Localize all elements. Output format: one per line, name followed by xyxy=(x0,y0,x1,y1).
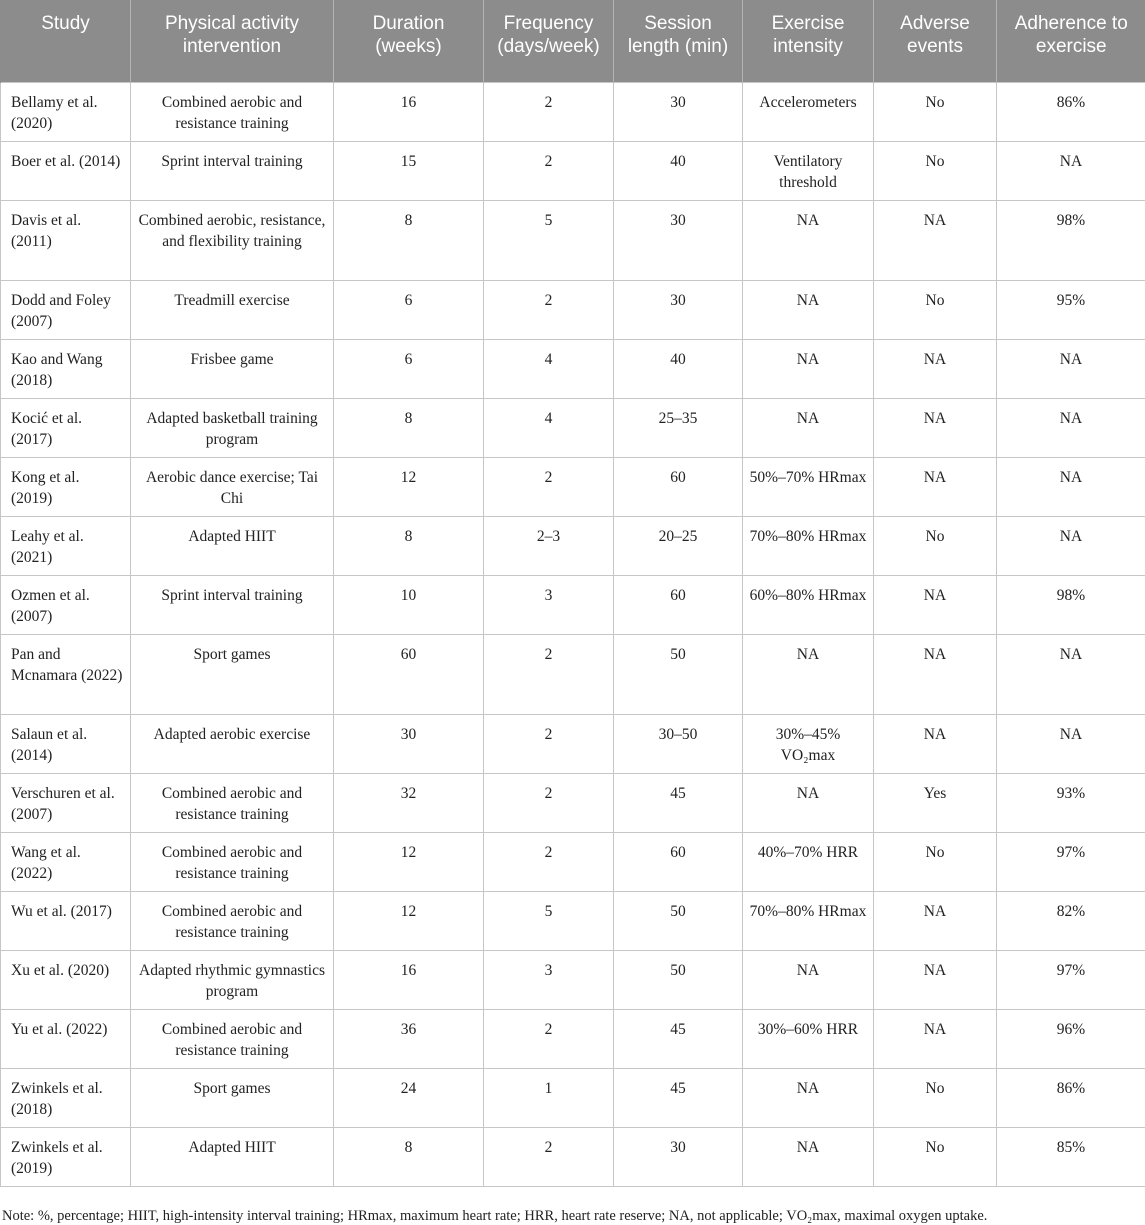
frequency-cell: 2 xyxy=(484,1127,614,1186)
table-row xyxy=(1,773,1145,832)
session-length-cell: 50 xyxy=(614,950,743,1009)
intervention-cell: Treadmill exercise xyxy=(131,280,334,339)
session-length-cell: 40 xyxy=(614,141,743,200)
intervention-cell: Combined aerobic and resistance training xyxy=(131,832,334,891)
table-row xyxy=(1,575,1145,634)
table-row xyxy=(1,950,1145,1009)
adherence-cell: 97% xyxy=(997,832,1145,891)
session-length-cell: 60 xyxy=(614,832,743,891)
intensity-cell: 30%–45% VO₂max xyxy=(743,714,874,773)
session-length-cell: 50 xyxy=(614,891,743,950)
table-row xyxy=(1,634,1145,714)
adherence-cell: 85% xyxy=(997,1127,1145,1186)
intervention-cell: Adapted rhythmic gymnastics program xyxy=(131,950,334,1009)
header-intensity: Exercise intensity xyxy=(743,0,874,82)
duration-cell: 32 xyxy=(334,773,484,832)
table-row xyxy=(1,280,1145,339)
adherence-cell: 98% xyxy=(997,200,1145,280)
frequency-cell: 2 xyxy=(484,773,614,832)
frequency-cell: 2 xyxy=(484,832,614,891)
study-cell: Bellamy et al. (2020) xyxy=(1,82,131,141)
duration-cell: 15 xyxy=(334,141,484,200)
intensity-cell: 50%–70% HRmax xyxy=(743,457,874,516)
study-cell: Ozmen et al. (2007) xyxy=(1,575,131,634)
intensity-cell: NA xyxy=(743,773,874,832)
adverse-events-cell: NA xyxy=(874,339,997,398)
intensity-cell: 70%–80% HRmax xyxy=(743,516,874,575)
frequency-cell: 3 xyxy=(484,575,614,634)
table-row xyxy=(1,832,1145,891)
adherence-cell: NA xyxy=(997,398,1145,457)
adverse-events-cell: No xyxy=(874,1068,997,1127)
intervention-cell: Combined aerobic and resistance training xyxy=(131,82,334,141)
header-intervention: Physical activity intervention xyxy=(131,0,334,82)
header-duration: Duration (weeks) xyxy=(334,0,484,82)
adherence-cell: 95% xyxy=(997,280,1145,339)
duration-cell: 24 xyxy=(334,1068,484,1127)
adherence-cell: 97% xyxy=(997,950,1145,1009)
frequency-cell: 2 xyxy=(484,457,614,516)
adverse-events-cell: No xyxy=(874,82,997,141)
session-length-cell: 30 xyxy=(614,200,743,280)
study-cell: Yu et al. (2022) xyxy=(1,1009,131,1068)
table-row xyxy=(1,516,1145,575)
table-row xyxy=(1,339,1145,398)
frequency-cell: 2 xyxy=(484,1009,614,1068)
intervention-cell: Combined aerobic, resistance, and flexibility training xyxy=(131,200,334,280)
session-length-cell: 45 xyxy=(614,1009,743,1068)
session-length-cell: 20–25 xyxy=(614,516,743,575)
session-length-cell: 30 xyxy=(614,1127,743,1186)
table-row xyxy=(1,891,1145,950)
session-length-cell: 40 xyxy=(614,339,743,398)
header-adverse-events: Adverse events xyxy=(874,0,997,82)
frequency-cell: 4 xyxy=(484,339,614,398)
intervention-cell: Frisbee game xyxy=(131,339,334,398)
intensity-cell: NA xyxy=(743,339,874,398)
table-row xyxy=(1,398,1145,457)
adherence-cell: NA xyxy=(997,339,1145,398)
duration-cell: 16 xyxy=(334,82,484,141)
intensity-cell: NA xyxy=(743,200,874,280)
session-length-cell: 50 xyxy=(614,634,743,714)
intervention-cell: Adapted HIIT xyxy=(131,516,334,575)
intervention-cell: Sprint interval training xyxy=(131,575,334,634)
adverse-events-cell: NA xyxy=(874,398,997,457)
adverse-events-cell: NA xyxy=(874,575,997,634)
header-adherence: Adherence to exercise xyxy=(997,0,1145,82)
table-row xyxy=(1,1068,1145,1127)
study-cell: Dodd and Foley (2007) xyxy=(1,280,131,339)
frequency-cell: 2 xyxy=(484,82,614,141)
intervention-cell: Combined aerobic and resistance training xyxy=(131,1009,334,1068)
table-row xyxy=(1,1009,1145,1068)
adverse-events-cell: Yes xyxy=(874,773,997,832)
intervention-cell: Sport games xyxy=(131,1068,334,1127)
duration-cell: 30 xyxy=(334,714,484,773)
intervention-cell: Combined aerobic and resistance training xyxy=(131,891,334,950)
table-row xyxy=(1,1127,1145,1186)
frequency-cell: 2 xyxy=(484,714,614,773)
study-cell: Kong et al. (2019) xyxy=(1,457,131,516)
study-cell: Verschuren et al. (2007) xyxy=(1,773,131,832)
study-cell: Davis et al. (2011) xyxy=(1,200,131,280)
session-length-cell: 45 xyxy=(614,773,743,832)
adherence-cell: 82% xyxy=(997,891,1145,950)
adherence-cell: NA xyxy=(997,634,1145,714)
adverse-events-cell: No xyxy=(874,1127,997,1186)
duration-cell: 6 xyxy=(334,339,484,398)
frequency-cell: 5 xyxy=(484,200,614,280)
study-cell: Salaun et al. (2014) xyxy=(1,714,131,773)
adverse-events-cell: NA xyxy=(874,634,997,714)
adverse-events-cell: NA xyxy=(874,950,997,1009)
study-cell: Kao and Wang (2018) xyxy=(1,339,131,398)
duration-cell: 6 xyxy=(334,280,484,339)
duration-cell: 10 xyxy=(334,575,484,634)
adherence-cell: 86% xyxy=(997,82,1145,141)
intervention-cell: Adapted HIIT xyxy=(131,1127,334,1186)
frequency-cell: 2 xyxy=(484,280,614,339)
table-row xyxy=(1,457,1145,516)
duration-cell: 8 xyxy=(334,398,484,457)
intensity-cell: NA xyxy=(743,398,874,457)
intensity-cell: NA xyxy=(743,1127,874,1186)
intensity-cell: 60%–80% HRmax xyxy=(743,575,874,634)
intensity-cell: 40%–70% HRR xyxy=(743,832,874,891)
adherence-cell: 93% xyxy=(997,773,1145,832)
intensity-cell: NA xyxy=(743,1068,874,1127)
adverse-events-cell: NA xyxy=(874,200,997,280)
duration-cell: 12 xyxy=(334,832,484,891)
study-cell: Wang et al. (2022) xyxy=(1,832,131,891)
adverse-events-cell: No xyxy=(874,141,997,200)
session-length-cell: 45 xyxy=(614,1068,743,1127)
study-cell: Zwinkels et al. (2018) xyxy=(1,1068,131,1127)
intensity-cell: NA xyxy=(743,280,874,339)
adverse-events-cell: No xyxy=(874,832,997,891)
intensity-cell: NA xyxy=(743,950,874,1009)
header-frequency: Frequency (days/week) xyxy=(484,0,614,82)
adherence-cell: NA xyxy=(997,457,1145,516)
study-cell: Zwinkels et al. (2019) xyxy=(1,1127,131,1186)
duration-cell: 8 xyxy=(334,200,484,280)
adherence-cell: 96% xyxy=(997,1009,1145,1068)
study-cell: Xu et al. (2020) xyxy=(1,950,131,1009)
intervention-cell: Sport games xyxy=(131,634,334,714)
intensity-cell: Ventilatory threshold xyxy=(743,141,874,200)
adherence-cell: NA xyxy=(997,141,1145,200)
duration-cell: 36 xyxy=(334,1009,484,1068)
duration-cell: 8 xyxy=(334,516,484,575)
frequency-cell: 5 xyxy=(484,891,614,950)
duration-cell: 12 xyxy=(334,457,484,516)
intervention-cell: Adapted aerobic exercise xyxy=(131,714,334,773)
intensity-cell: Accelerometers xyxy=(743,82,874,141)
header-session-length: Session length (min) xyxy=(614,0,743,82)
header-study: Study xyxy=(1,0,131,82)
session-length-cell: 60 xyxy=(614,457,743,516)
table-note: Note: %, percentage; HIIT, high-intensity interval training; HRmax, maximum heart rate; HRR, heart rate reserve; NA, not applicable; VO₂max, maximal oxygen uptake. xyxy=(2,1208,988,1224)
session-length-cell: 30–50 xyxy=(614,714,743,773)
table-row xyxy=(1,200,1145,280)
adverse-events-cell: NA xyxy=(874,457,997,516)
intensity-cell: 70%–80% HRmax xyxy=(743,891,874,950)
adherence-cell: 98% xyxy=(997,575,1145,634)
adverse-events-cell: NA xyxy=(874,1009,997,1068)
table-row xyxy=(1,714,1145,773)
session-length-cell: 30 xyxy=(614,280,743,339)
intervention-cell: Aerobic dance exercise; Tai Chi xyxy=(131,457,334,516)
adverse-events-cell: NA xyxy=(874,891,997,950)
intensity-cell: NA xyxy=(743,634,874,714)
header-row xyxy=(1,0,1145,82)
session-length-cell: 30 xyxy=(614,82,743,141)
adherence-cell: NA xyxy=(997,714,1145,773)
adverse-events-cell: No xyxy=(874,516,997,575)
adherence-cell: 86% xyxy=(997,1068,1145,1127)
intervention-cell: Combined aerobic and resistance training xyxy=(131,773,334,832)
study-cell: Kocić et al. (2017) xyxy=(1,398,131,457)
frequency-cell: 4 xyxy=(484,398,614,457)
frequency-cell: 3 xyxy=(484,950,614,1009)
duration-cell: 16 xyxy=(334,950,484,1009)
session-length-cell: 25–35 xyxy=(614,398,743,457)
study-cell: Pan and Mcnamara (2022) xyxy=(1,634,131,714)
frequency-cell: 1 xyxy=(484,1068,614,1127)
intervention-cell: Adapted basketball training program xyxy=(131,398,334,457)
duration-cell: 12 xyxy=(334,891,484,950)
table-row xyxy=(1,82,1145,141)
duration-cell: 60 xyxy=(334,634,484,714)
adherence-cell: NA xyxy=(997,516,1145,575)
frequency-cell: 2–3 xyxy=(484,516,614,575)
frequency-cell: 2 xyxy=(484,634,614,714)
table-row xyxy=(1,141,1145,200)
intervention-cell: Sprint interval training xyxy=(131,141,334,200)
session-length-cell: 60 xyxy=(614,575,743,634)
duration-cell: 8 xyxy=(334,1127,484,1186)
study-cell: Boer et al. (2014) xyxy=(1,141,131,200)
adverse-events-cell: NA xyxy=(874,714,997,773)
intensity-cell: 30%–60% HRR xyxy=(743,1009,874,1068)
adverse-events-cell: No xyxy=(874,280,997,339)
study-cell: Leahy et al. (2021) xyxy=(1,516,131,575)
study-cell: Wu et al. (2017) xyxy=(1,891,131,950)
frequency-cell: 2 xyxy=(484,141,614,200)
table-body xyxy=(1,82,1145,1186)
